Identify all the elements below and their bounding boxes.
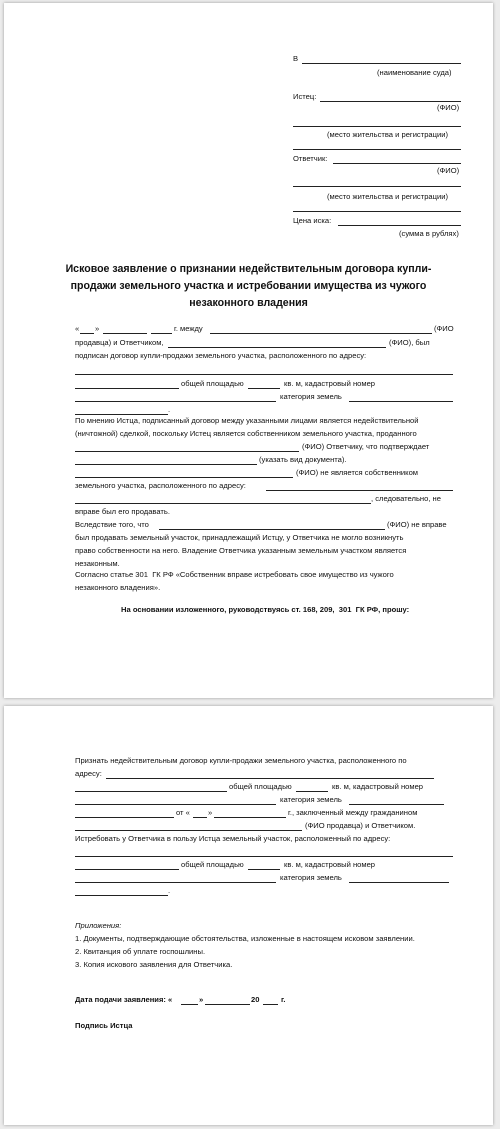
defendant-name-line [168, 347, 386, 348]
seller-line-4 [159, 529, 385, 530]
price-field-line [338, 225, 461, 226]
body-line-9: (ничтожной) сделкой, поскольку Истец является собственником земельного участка, проданного [75, 429, 417, 438]
attachment-3: 3. Копия искового заявления для Ответчика. [75, 960, 233, 969]
p2-line-7: Истребовать у Ответчика в пользу Истца земельный участок, расположенный по адресу: [75, 834, 391, 843]
month-line [103, 333, 147, 334]
quote-open: « [75, 324, 80, 333]
p2-seller-note: (ФИО продавца) и Ответчиком. [305, 821, 416, 830]
category-line-cont [75, 414, 168, 415]
attachment-1: 1. Документы, подтверждающие обстоятельства, изложенные в настоящем исковом заявлении. [75, 934, 415, 943]
document-page-2 [4, 706, 493, 1125]
p2-cadastral-line-2 [75, 882, 276, 883]
p2-area-label-2: общей площадью [181, 860, 244, 869]
body-line-2a: продавца) и Ответчиком, [75, 338, 164, 347]
price-label: Цена иска: [293, 216, 332, 225]
defendant-residence-note: (место жительства и регистрации) [327, 192, 449, 201]
price-note: (сумма в рублях) [399, 229, 459, 238]
body-line-11: (указать вид документа). [259, 455, 347, 464]
document-page-1 [4, 3, 493, 698]
address-line-2 [266, 490, 453, 491]
fio-note: (ФИО [434, 324, 454, 333]
p2-category-label: категория земель [280, 795, 342, 804]
p2-line-2: адресу: [75, 769, 102, 778]
p2-contract-line [75, 817, 174, 818]
signature-label: Подпись Истца [75, 1021, 133, 1030]
address-line-cont [75, 388, 179, 389]
p2-category-label-2: категория земель [280, 873, 342, 882]
defendant-address-line [293, 186, 461, 187]
p2-cadastral-label: кв. м, кадастровый номер [332, 782, 424, 791]
p2-category-line-2-cont [75, 895, 168, 896]
body-line-8: По мнению Истца, подписанный договор между указанными лицами является недействительной [75, 416, 419, 425]
defendant-fio-note: (ФИО) [437, 166, 460, 175]
p2-from-label: от « [176, 808, 190, 817]
p2-quote-close: » [208, 808, 213, 817]
address-line-2-cont [75, 503, 371, 504]
seller-name-line [210, 333, 432, 334]
body-line-18: право собственности на него. Владение Ответчика указанным земельным участком является [75, 546, 407, 555]
seller-line-3 [75, 477, 293, 478]
document-title-line-1: Исковое заявление о признании недействительным договора купли- [65, 263, 432, 275]
body-line-21: незаконного владения». [75, 583, 161, 592]
cadastral-line [75, 401, 276, 402]
p2-address-line [106, 778, 434, 779]
plaintiff-fio-note: (ФИО) [437, 103, 460, 112]
body-line-14: , следовательно, не [371, 494, 441, 503]
body-line-15: вправе был его продавать. [75, 507, 170, 516]
p2-area-label: общей площадью [229, 782, 292, 791]
body-line-2b: (ФИО), был [389, 338, 430, 347]
day-line [80, 333, 94, 334]
court-field-line [302, 63, 461, 64]
court-note: (наименование суда) [377, 68, 452, 77]
plaintiff-residence-note: (место жительства и регистрации) [327, 130, 449, 139]
body-line-12: (ФИО) не является собственником [296, 468, 419, 477]
p2-cadastral-label-2: кв. м, кадастровый номер [284, 860, 376, 869]
date-century: 20 [251, 995, 260, 1004]
category-line [349, 401, 453, 402]
attachment-2: 2. Квитанция об уплате госпошлины. [75, 947, 206, 956]
document-title-line-2: продажи земельного участка и истребовании имущества из чужого [70, 280, 427, 292]
body-line-16b: (ФИО) не вправе [387, 520, 447, 529]
date-quote-close: » [199, 995, 204, 1004]
quote-close: » [95, 324, 100, 333]
seller-line-2 [75, 451, 299, 452]
p2-address-line-2-cont [75, 869, 179, 870]
plaintiff-field-line [320, 101, 461, 102]
body-line-13: земельного участка, расположенного по адресу: [75, 481, 246, 490]
p2-address-line-cont [75, 791, 227, 792]
p2-period: . [168, 886, 171, 895]
body-line-20: Согласно статье 301 ГК РФ «Собственник вправе истребовать свое имущество из чужого [75, 570, 394, 579]
body-line-16a: Вследствие того, что [75, 520, 149, 529]
p2-cadastral-line [75, 804, 276, 805]
p2-seller-line [75, 830, 302, 831]
area-line [248, 388, 280, 389]
p2-category-line-2 [349, 882, 449, 883]
year-line [151, 333, 172, 334]
date-month-line [205, 1004, 250, 1005]
court-prefix: В [293, 54, 299, 63]
body-line-3: подписан договор купли-продажи земельного участка, расположенного по адресу: [75, 351, 367, 360]
p2-area-line-2 [248, 869, 280, 870]
document-title-line-3: незаконного владения [189, 297, 308, 309]
defendant-label: Ответчик: [293, 154, 328, 163]
document-type-line [75, 464, 257, 465]
date-year-line [263, 1004, 278, 1005]
p2-day-line [193, 817, 207, 818]
body-line-17: был продавать земельный участок, принадлежащий Истцу, у Ответчика не могло возникнуть [75, 533, 404, 542]
area-label: общей площадью [181, 379, 244, 388]
request-intro: На основании изложенного, руководствуясь ст. 168, 209, 301 ГК РФ, прошу: [121, 605, 410, 614]
body-line-10: (ФИО) Ответчику, что подтверждает [302, 442, 430, 451]
p2-month-year-line [214, 817, 286, 818]
body-line-19: незаконным. [75, 559, 120, 568]
defendant-address-line-2 [293, 211, 461, 212]
date-day-line [181, 1004, 198, 1005]
plaintiff-address-line-2 [293, 149, 461, 150]
year-between: г. между [174, 324, 203, 333]
cadastral-label: кв. м, кадастровый номер [284, 379, 376, 388]
attachments-title: Приложения: [75, 921, 122, 930]
p2-category-line [349, 804, 444, 805]
date-label: Дата подачи заявления: « [75, 995, 173, 1004]
p2-concluded: г., заключенный между гражданином [288, 808, 418, 817]
date-year-suffix: г. [281, 995, 286, 1004]
address-line [75, 374, 453, 375]
p2-line-1: Признать недействительным договор купли-продажи земельного участка, расположенного по [75, 756, 407, 765]
category-label: категория земель [280, 392, 342, 401]
plaintiff-address-line [293, 126, 461, 127]
defendant-field-line [333, 163, 461, 164]
plaintiff-label: Истец: [293, 92, 317, 101]
p2-address-line-2 [75, 856, 453, 857]
period: . [168, 405, 171, 414]
p2-area-line [296, 791, 328, 792]
